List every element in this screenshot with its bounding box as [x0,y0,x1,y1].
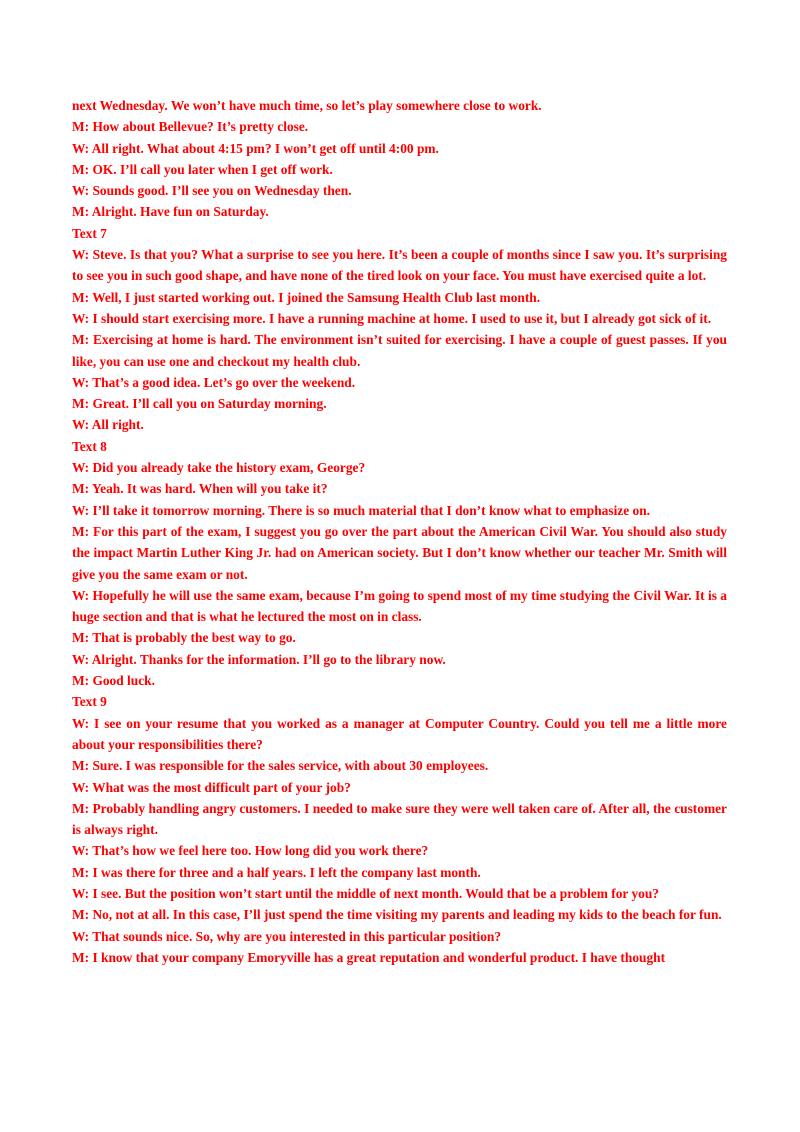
transcript-line: M: Exercising at home is hard. The environment isn’t suited for exercising. I have a couple of guest passes. If you like, you can use one and checkout my health club. [72,332,727,369]
transcript-line: next Wednesday. We won’t have much time, so let’s play somewhere close to work. [72,98,542,113]
transcript-line: M: Probably handling angry customers. I needed to make sure they were well taken care of. After all, the customer is always right. [72,800,727,838]
transcript-line: M: Yeah. It was hard. When will you take it? [72,481,328,497]
transcript-line: W: What was the most difficult part of your job? [72,779,351,795]
transcript-line: M: Great. I’ll call you on Saturday morning. [72,396,327,412]
transcript-line: W: Hopefully he will use the same exam, because I’m going to spend most of my time studying the Civil War. It is a huge section and that is what he lectured the most on in class. [72,587,727,625]
transcript-line: M: Alright. Have fun on Saturday. [72,204,269,220]
section-heading-text-8: Text 8 [72,438,107,454]
transcript-line: W: All right. [72,417,144,433]
transcript-line: M: No, not at all. In this case, I’ll just spend the time visiting my parents and leading my kids to the beach for fun. [72,907,722,923]
transcript-line: M: Well, I just started working out. I joined the Samsung Health Club last month. [72,289,541,305]
transcript-line: W: I see on your resume that you worked as a manager at Computer Country. Could you tell me a little more about your responsibilities there? [72,715,727,752]
transcript-line: W: All right. What about 4:15 pm? I won’t get off until 4:00 pm. [72,140,439,156]
transcript-line: W: Alright. Thanks for the information. I’ll go to the library now. [72,651,446,667]
transcript-line: W: Steve. Is that you? What a surprise to see you here. It’s been a couple of months since I saw you. It’s surprising to see you in such good shape, and have none of the tired look on your face. You must have exercised quite a lot. [72,247,727,284]
transcript-line: M: How about Bellevue? It’s pretty close. [72,119,309,135]
transcript-line: W: That’s a good idea. Let’s go over the weekend. [72,374,356,390]
transcript-line: M: That is probably the best way to go. [72,630,296,646]
transcript-line: W: That sounds nice. So, why are you interested in this particular position? [72,928,502,944]
transcript-line: M: For this part of the exam, I suggest you go over the part about the American Civil War. You should also study the impact Martin Luther King Jr. had on American society. But I don’t know whether our teacher Mr. Smith will give you the same exam or not. [72,523,727,582]
transcript-line: W: I see. But the position won’t start until the middle of next month. Would that be a problem for you? [72,885,659,901]
transcript-line: W: I’ll take it tomorrow morning. There is so much material that I don’t know what to emphasize on. [72,502,651,518]
transcript-line: M: I know that your company Emoryville has a great reputation and wonderful product. I have thought [72,949,666,965]
section-heading-text-9: Text 9 [72,694,107,710]
transcript-line: M: I was there for three and a half years. I left the company last month. [72,864,481,880]
transcript-line: W: Sounds good. I’ll see you on Wednesday then. [72,183,352,199]
transcript-line: W: Did you already take the history exam, George? [72,460,366,476]
transcript-body [72,95,727,968]
transcript-line: M: Good luck. [72,673,155,689]
transcript-line: W: That’s how we feel here too. How long did you work there? [72,843,429,859]
transcript-line: W: I should start exercising more. I have a running machine at home. I used to use it, but I already got sick of it. [72,310,712,326]
section-heading-text-7: Text 7 [72,225,107,241]
transcript-line: M: Sure. I was responsible for the sales service, with about 30 employees. [72,758,489,774]
transcript-line: M: OK. I’ll call you later when I get off work. [72,161,333,177]
